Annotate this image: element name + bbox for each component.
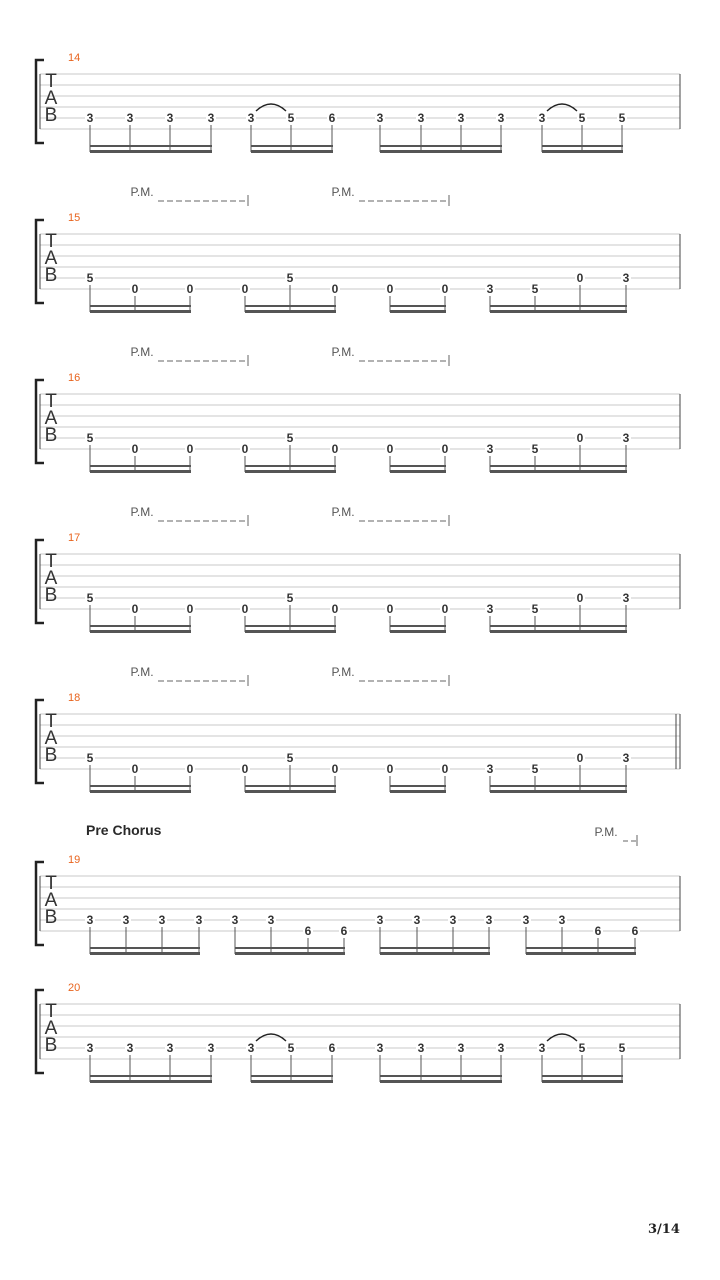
tab-clef-letter: A — [44, 568, 58, 589]
secondary-beam — [490, 305, 627, 307]
primary-beam — [90, 790, 191, 793]
fret-number: 0 — [131, 282, 139, 296]
fret-number: 3 — [486, 762, 494, 776]
primary-beam — [490, 470, 627, 473]
secondary-beam — [90, 785, 191, 787]
tab-clef-letter: A — [44, 408, 58, 429]
secondary-beam — [390, 785, 446, 787]
measure-number: 18 — [68, 692, 81, 704]
fret-number: 3 — [622, 431, 630, 445]
fret-number: 0 — [576, 751, 584, 765]
secondary-beam — [390, 625, 446, 627]
palm-mute-label: P.M. — [331, 185, 355, 199]
fret-number: 5 — [531, 442, 539, 456]
fret-number: 3 — [449, 913, 457, 927]
secondary-beam — [490, 465, 627, 467]
secondary-beam — [542, 145, 623, 147]
fret-number: 3 — [231, 913, 239, 927]
fret-number: 0 — [241, 602, 249, 616]
secondary-beam — [542, 1075, 623, 1077]
fret-number: 0 — [241, 282, 249, 296]
fret-number: 3 — [376, 1041, 384, 1055]
secondary-beam — [90, 145, 212, 147]
fret-number: 0 — [331, 762, 339, 776]
secondary-beam — [251, 145, 333, 147]
fret-number: 5 — [286, 271, 294, 285]
section-label-pre-chorus: Pre Chorus — [86, 822, 162, 838]
tab-clef-letter: B — [44, 585, 58, 606]
primary-beam — [380, 1080, 502, 1083]
primary-beam — [90, 1080, 212, 1083]
tab-clef-letter: T — [45, 391, 57, 412]
primary-beam — [245, 470, 336, 473]
fret-number: 3 — [247, 1041, 255, 1055]
fret-number: 3 — [122, 913, 130, 927]
fret-number: 0 — [386, 602, 394, 616]
fret-number: 5 — [286, 431, 294, 445]
secondary-beam — [245, 305, 336, 307]
fret-number: 3 — [497, 111, 505, 125]
secondary-beam — [380, 1075, 502, 1077]
fret-number: 0 — [441, 602, 449, 616]
primary-beam — [90, 952, 200, 955]
fret-number: 0 — [441, 282, 449, 296]
fret-number: 3 — [86, 913, 94, 927]
fret-number: 6 — [304, 924, 312, 938]
secondary-beam — [245, 465, 336, 467]
secondary-beam — [490, 785, 627, 787]
fret-number: 0 — [186, 442, 194, 456]
primary-beam — [380, 150, 502, 153]
secondary-beam — [380, 145, 502, 147]
tab-clef-letter: T — [45, 71, 57, 92]
fret-number: 0 — [441, 762, 449, 776]
fret-number: 5 — [578, 111, 586, 125]
palm-mute-label: P.M. — [130, 665, 154, 679]
fret-number: 0 — [386, 442, 394, 456]
fret-number: 0 — [131, 762, 139, 776]
fret-number: 0 — [186, 762, 194, 776]
primary-beam — [251, 150, 333, 153]
secondary-beam — [90, 305, 191, 307]
palm-mute-label: P.M. — [594, 825, 618, 839]
tab-clef-letter: T — [45, 873, 57, 894]
fret-number: 6 — [631, 924, 639, 938]
primary-beam — [542, 150, 623, 153]
fret-number: 5 — [531, 282, 539, 296]
tab-clef-letter: A — [44, 88, 58, 109]
fret-number: 0 — [241, 762, 249, 776]
tab-clef-letter: T — [45, 551, 57, 572]
fret-number: 3 — [247, 111, 255, 125]
palm-mute-label: P.M. — [130, 505, 154, 519]
primary-beam — [490, 790, 627, 793]
fret-number: 3 — [417, 111, 425, 125]
measure-number: 19 — [68, 854, 81, 866]
fret-number: 0 — [331, 442, 339, 456]
fret-number: 0 — [441, 442, 449, 456]
primary-beam — [542, 1080, 623, 1083]
primary-beam — [235, 952, 345, 955]
fret-number: 3 — [558, 913, 566, 927]
fret-number: 3 — [457, 111, 465, 125]
fret-number: 3 — [457, 1041, 465, 1055]
fret-number: 0 — [576, 271, 584, 285]
tab-clef-letter: A — [44, 1018, 58, 1039]
secondary-beam — [380, 947, 490, 949]
primary-beam — [390, 630, 446, 633]
measure-number: 20 — [68, 982, 81, 994]
fret-number: 5 — [286, 591, 294, 605]
primary-beam — [90, 630, 191, 633]
fret-number: 3 — [538, 1041, 546, 1055]
primary-beam — [390, 310, 446, 313]
primary-beam — [390, 790, 446, 793]
primary-beam — [380, 952, 490, 955]
fret-number: 5 — [618, 111, 626, 125]
tab-clef-letter: A — [44, 728, 58, 749]
fret-number: 3 — [86, 1041, 94, 1055]
secondary-beam — [245, 785, 336, 787]
secondary-beam — [90, 625, 191, 627]
fret-number: 0 — [386, 762, 394, 776]
fret-number: 0 — [131, 442, 139, 456]
fret-number: 3 — [538, 111, 546, 125]
fret-number: 6 — [328, 1041, 336, 1055]
fret-number: 3 — [376, 111, 384, 125]
secondary-beam — [90, 465, 191, 467]
measure-number: 17 — [68, 532, 81, 544]
fret-number: 0 — [241, 442, 249, 456]
fret-number: 0 — [186, 282, 194, 296]
page-number: 3/14 — [648, 1222, 680, 1237]
tab-clef-letter: T — [45, 1001, 57, 1022]
secondary-beam — [245, 625, 336, 627]
palm-mute-label: P.M. — [331, 665, 355, 679]
fret-number: 0 — [131, 602, 139, 616]
palm-mute-label: P.M. — [130, 345, 154, 359]
fret-number: 6 — [340, 924, 348, 938]
fret-number: 0 — [576, 431, 584, 445]
fret-number: 0 — [331, 602, 339, 616]
fret-number: 5 — [578, 1041, 586, 1055]
fret-number: 3 — [622, 271, 630, 285]
primary-beam — [245, 790, 336, 793]
fret-number: 3 — [207, 1041, 215, 1055]
tab-clef-letter: A — [44, 248, 58, 269]
palm-mute-label: P.M. — [331, 345, 355, 359]
fret-number: 5 — [86, 431, 94, 445]
fret-number: 3 — [622, 751, 630, 765]
fret-number: 0 — [386, 282, 394, 296]
fret-number: 3 — [413, 913, 421, 927]
secondary-beam — [251, 1075, 333, 1077]
fret-number: 0 — [331, 282, 339, 296]
fret-number: 3 — [417, 1041, 425, 1055]
primary-beam — [90, 470, 191, 473]
primary-beam — [526, 952, 636, 955]
palm-mute-label: P.M. — [331, 505, 355, 519]
fret-number: 3 — [622, 591, 630, 605]
primary-beam — [245, 630, 336, 633]
fret-number: 3 — [166, 111, 174, 125]
secondary-beam — [90, 1075, 212, 1077]
tab-clef-letter: T — [45, 711, 57, 732]
tab-clef-letter: B — [44, 1035, 58, 1056]
primary-beam — [90, 310, 191, 313]
tab-clef-letter: B — [44, 745, 58, 766]
fret-number: 3 — [267, 913, 275, 927]
tab-clef-letter: B — [44, 105, 58, 126]
tab-clef-letter: A — [44, 890, 58, 911]
measure-number: 14 — [68, 52, 81, 64]
primary-beam — [245, 310, 336, 313]
fret-number: 3 — [497, 1041, 505, 1055]
primary-beam — [251, 1080, 333, 1083]
primary-beam — [490, 630, 627, 633]
palm-mute-label: P.M. — [130, 185, 154, 199]
fret-number: 3 — [166, 1041, 174, 1055]
secondary-beam — [490, 625, 627, 627]
fret-number: 3 — [207, 111, 215, 125]
secondary-beam — [235, 947, 345, 949]
secondary-beam — [390, 305, 446, 307]
tab-clef-letter: B — [44, 907, 58, 928]
fret-number: 0 — [576, 591, 584, 605]
measure-number: 16 — [68, 372, 81, 384]
fret-number: 3 — [126, 111, 134, 125]
fret-number: 3 — [86, 111, 94, 125]
primary-beam — [390, 470, 446, 473]
fret-number: 3 — [486, 282, 494, 296]
fret-number: 5 — [531, 762, 539, 776]
secondary-beam — [526, 947, 636, 949]
fret-number: 0 — [186, 602, 194, 616]
fret-number: 5 — [531, 602, 539, 616]
fret-number: 3 — [195, 913, 203, 927]
fret-number: 3 — [486, 602, 494, 616]
fret-number: 5 — [287, 1041, 295, 1055]
fret-number: 6 — [594, 924, 602, 938]
fret-number: 3 — [126, 1041, 134, 1055]
fret-number: 6 — [328, 111, 336, 125]
secondary-beam — [90, 947, 200, 949]
fret-number: 5 — [86, 591, 94, 605]
fret-number: 3 — [522, 913, 530, 927]
tab-clef-letter: T — [45, 231, 57, 252]
primary-beam — [490, 310, 627, 313]
tab-clef-letter: B — [44, 425, 58, 446]
fret-number: 5 — [86, 751, 94, 765]
fret-number: 3 — [376, 913, 384, 927]
fret-number: 3 — [485, 913, 493, 927]
fret-number: 5 — [286, 751, 294, 765]
fret-number: 5 — [618, 1041, 626, 1055]
tab-clef-letter: B — [44, 265, 58, 286]
fret-number: 5 — [86, 271, 94, 285]
primary-beam — [90, 150, 212, 153]
secondary-beam — [390, 465, 446, 467]
fret-number: 3 — [486, 442, 494, 456]
fret-number: 5 — [287, 111, 295, 125]
measure-number: 15 — [68, 212, 81, 224]
fret-number: 3 — [158, 913, 166, 927]
